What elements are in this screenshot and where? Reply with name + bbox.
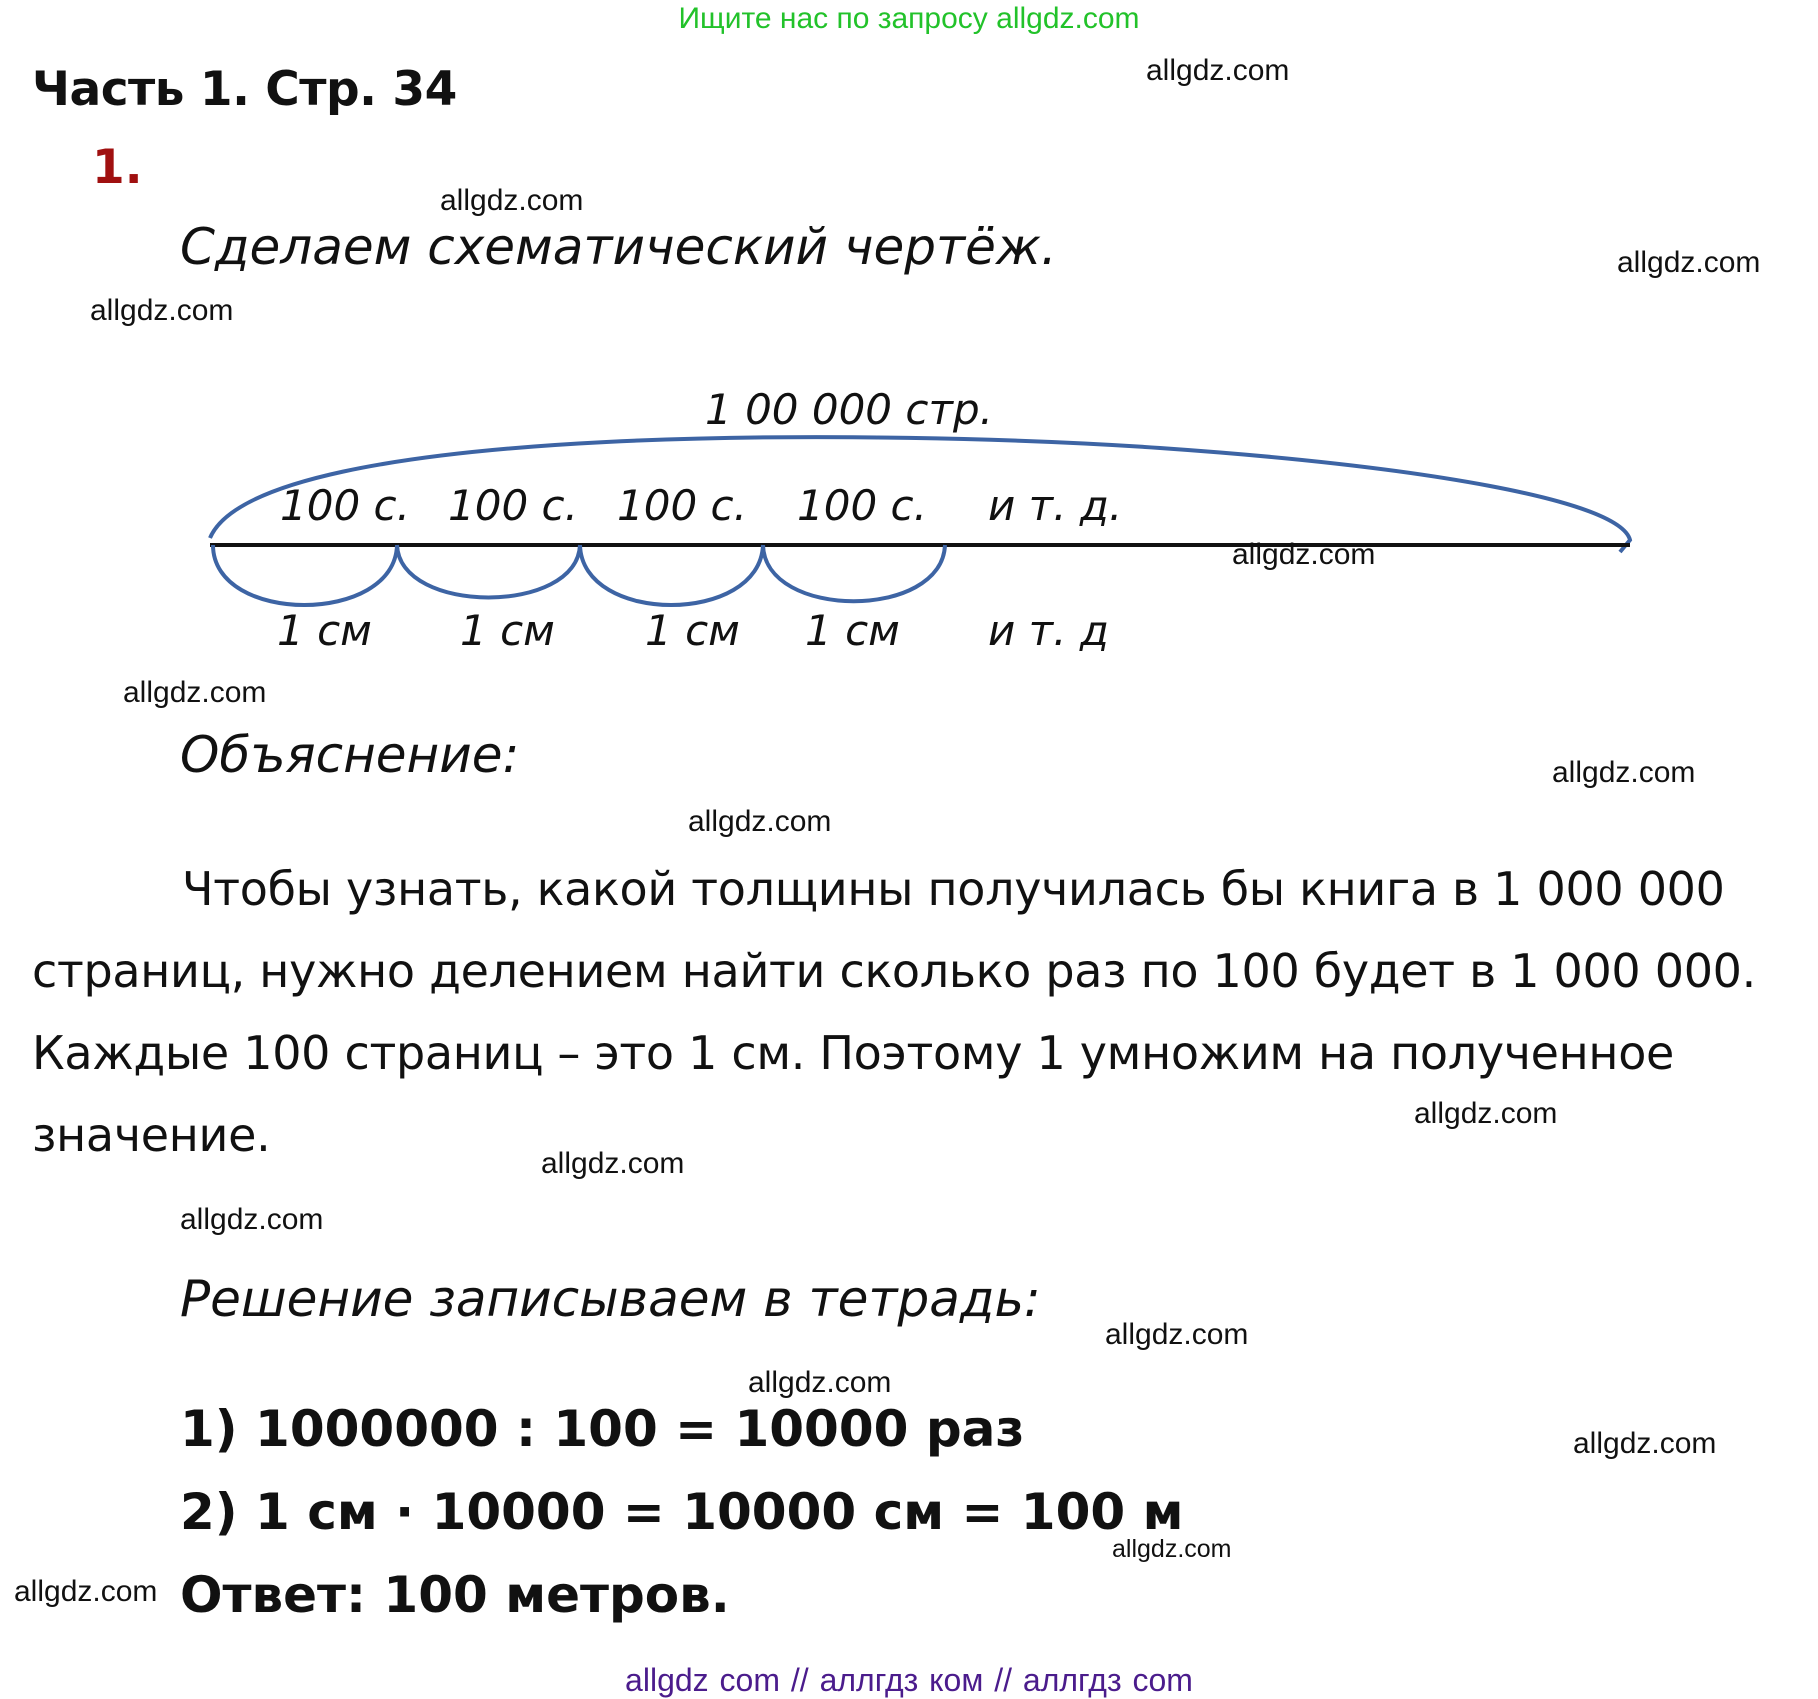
watermark: allgdz.com — [1112, 1535, 1232, 1563]
segment-top-label-1: 100 с. — [280, 481, 410, 530]
segment-top-label-3: 100 с. — [617, 481, 747, 530]
watermark: allgdz.com — [123, 676, 267, 709]
watermark: allgdz.com — [1414, 1097, 1558, 1130]
watermark: allgdz.com — [1105, 1318, 1249, 1351]
solution-step-1: 1) 1000000 : 100 = 10000 раз — [180, 1400, 1025, 1458]
drawing-heading: Сделаем схематический чертёж. — [180, 218, 1057, 276]
segment-arc-4 — [763, 545, 945, 601]
watermark: allgdz.com — [1617, 246, 1761, 279]
watermark: allgdz.com — [90, 294, 234, 327]
segment-top-label-2: 100 с. — [448, 481, 578, 530]
watermark: allgdz.com — [180, 1203, 324, 1236]
segment-bottom-label-2: 1 см — [460, 606, 555, 655]
watermark: allgdz.com — [1232, 538, 1376, 571]
watermark: allgdz.com — [14, 1575, 158, 1608]
segment-bottom-label-5: и т. д — [988, 606, 1109, 655]
explanation-heading: Объяснение: — [180, 726, 520, 784]
total-label: 1 00 000 стр. — [705, 385, 993, 434]
watermark: allgdz.com — [1573, 1427, 1717, 1460]
watermark: allgdz.com — [688, 805, 832, 838]
watermark: allgdz.com — [748, 1366, 892, 1399]
segment-arc-3 — [580, 545, 763, 605]
watermark: allgdz.com — [440, 184, 584, 217]
segment-top-label-5: и т. д. — [988, 481, 1123, 530]
schematic-diagram — [0, 0, 1818, 700]
watermark: allgdz.com — [1146, 54, 1290, 87]
segment-bottom-label-4: 1 см — [805, 606, 900, 655]
explanation-paragraph: Чтобы узнать, какой толщины получилась бы книга в 1 000 000 страниц, нужно делением найти сколько раз по 100 будет в 1 000 000. Каждые 100 страниц – это 1 см. Поэтому 1 умножим на полученное значение. — [32, 862, 1756, 1162]
watermark: allgdz.com — [1552, 756, 1696, 789]
segment-top-label-4: 100 с. — [797, 481, 927, 530]
promo-banner: Ищите нас по запросу allgdz.com — [678, 2, 1140, 35]
footer-banner: allgdz com // аллгдз ком // аллгдз com — [625, 1662, 1193, 1698]
segment-bottom-label-1: 1 см — [277, 606, 372, 655]
segment-arc-2 — [397, 545, 580, 598]
task-number: 1. — [92, 140, 143, 195]
segment-bottom-label-3: 1 см — [645, 606, 740, 655]
watermark: allgdz.com — [541, 1147, 685, 1180]
solution-step-2: 2) 1 см · 10000 = 10000 см = 100 м — [180, 1483, 1184, 1541]
segment-arc-1 — [213, 545, 397, 605]
answer-line: Ответ: 100 метров. — [180, 1566, 730, 1624]
solution-heading: Решение записываем в тетрадь: — [180, 1270, 1041, 1328]
page-title: Часть 1. Стр. 34 — [32, 62, 457, 117]
